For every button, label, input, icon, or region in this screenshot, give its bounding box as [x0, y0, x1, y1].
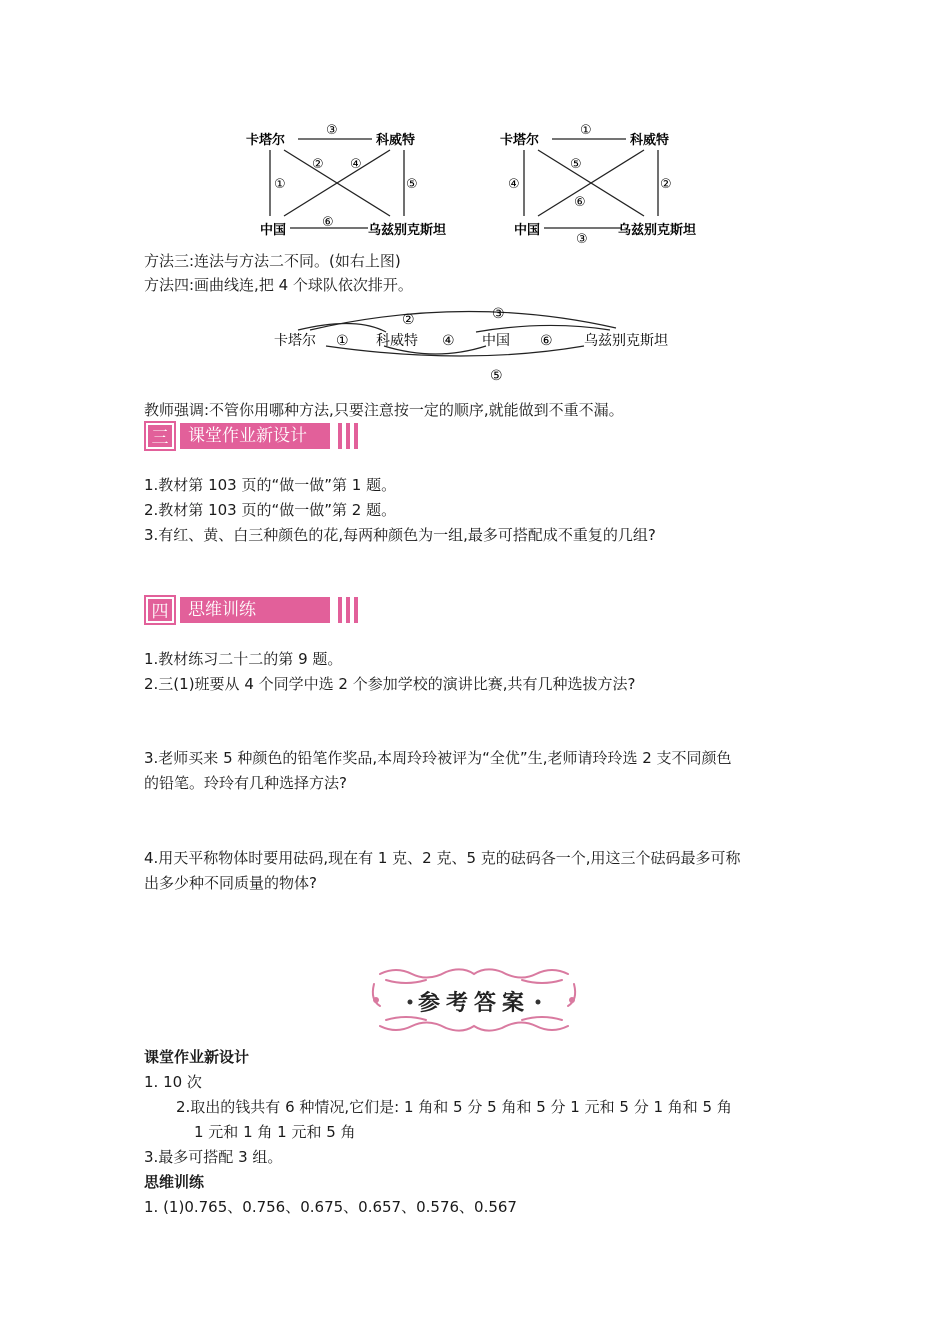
node-qatar: 卡塔尔	[500, 133, 540, 148]
node-qatar: 卡塔尔	[246, 133, 286, 148]
edge-label: ①	[274, 177, 286, 192]
section-title: 课堂作业新设计	[180, 423, 330, 449]
node-uzbekistan: 乌兹别克斯坦	[618, 223, 697, 238]
edge-label: ③	[326, 123, 338, 138]
thinking-item: 3.老师买来 5 种颜色的铅笔作奖品,本周玲玲被评为“全优”生,老师请玲玲选 2 支不同颜色	[144, 749, 732, 767]
banner-stripe	[338, 597, 342, 623]
node-china: 中国	[514, 223, 541, 238]
banner-stripe	[338, 423, 342, 449]
edge-label: ①	[580, 123, 592, 138]
curve-node: 乌兹别克斯坦	[584, 333, 668, 349]
method-four-text: 方法四:画曲线连,把 4 个球队依次排开。	[144, 276, 413, 294]
answer-line: 2.取出的钱共有 6 种情况,它们是: 1 角和 5 分 5 角和 5 分 1 元和 5 分 1 角和 5 角	[176, 1098, 732, 1116]
curve-node: ⑥	[540, 333, 553, 349]
curve-node: 中国	[482, 333, 510, 349]
node-kuwait: 科威特	[630, 133, 670, 148]
curve-node: ④	[442, 333, 455, 349]
homework-item: 2.教材第 103 页的“做一做”第 2 题。	[144, 501, 397, 519]
edge-label: ⑤	[406, 177, 418, 192]
section-title: 思维训练	[180, 597, 330, 623]
edge-label: ⑥	[574, 195, 586, 210]
answer-line: 1 元和 1 角 1 元和 5 角	[194, 1123, 356, 1141]
banner-stripe	[354, 597, 358, 623]
edge-label: ④	[508, 177, 520, 192]
banner-stripe	[346, 597, 350, 623]
thinking-item: 的铅笔。玲玲有几种选择方法?	[144, 774, 347, 792]
edge-label: ④	[350, 157, 362, 172]
thinking-item: 4.用天平称物体时要用砝码,现在有 1 克、2 克、5 克的砝码各一个,用这三个砝码最多可称	[144, 849, 741, 867]
homework-item: 3.有红、黄、白三种颜色的花,每两种颜色为一组,最多可搭配成不重复的几组?	[144, 526, 656, 544]
arc-label: ③	[492, 306, 505, 322]
section-banner-thinking	[146, 597, 362, 623]
method-three-text: 方法三:连法与方法二不同。(如右上图)	[144, 252, 401, 270]
answer-line: 1. 10 次	[144, 1073, 202, 1091]
badge-text: 参考答案	[417, 991, 531, 1016]
curve-node: 科威特	[376, 333, 418, 349]
answer-line: 1. (1)0.765、0.756、0.675、0.657、0.576、0.567	[144, 1198, 517, 1216]
curve-node: 卡塔尔	[274, 333, 316, 349]
connection-diagram-right	[494, 118, 714, 246]
arc-label: ②	[402, 312, 415, 328]
node-china: 中国	[260, 223, 287, 238]
teacher-note: 教师强调:不管你用哪种方法,只要注意按一定的顺序,就能做到不重不漏。	[144, 401, 624, 419]
edge-label: ③	[576, 232, 588, 246]
answer-line: 3.最多可搭配 3 组。	[144, 1148, 283, 1166]
curve-node: ①	[336, 333, 349, 349]
curve-diagram	[266, 300, 686, 386]
banner-stripe	[354, 423, 358, 449]
edge-label: ⑥	[322, 215, 334, 230]
edge-label: ⑤	[570, 157, 582, 172]
answers-heading-thinking: 思维训练	[144, 1173, 205, 1191]
thinking-item: 2.三(1)班要从 4 个同学中选 2 个参加学校的演讲比赛,共有几种选拔方法?	[144, 675, 636, 693]
thinking-item: 出多少种不同质量的物体?	[144, 874, 317, 892]
answers-heading-homework: 课堂作业新设计	[144, 1048, 250, 1066]
node-kuwait: 科威特	[376, 133, 416, 148]
answer-badge	[366, 964, 582, 1038]
node-uzbekistan: 乌兹别克斯坦	[368, 223, 447, 238]
section-banner-homework	[146, 423, 362, 449]
section-number: 四	[146, 597, 174, 623]
banner-stripe	[346, 423, 350, 449]
homework-item: 1.教材第 103 页的“做一做”第 1 题。	[144, 476, 397, 494]
edge-label: ②	[660, 177, 672, 192]
edge-label: ②	[312, 157, 324, 172]
connection-diagram-left	[240, 118, 460, 246]
section-number: 三	[146, 423, 174, 449]
arc-label: ⑤	[490, 368, 503, 384]
thinking-item: 1.教材练习二十二的第 9 题。	[144, 650, 343, 668]
